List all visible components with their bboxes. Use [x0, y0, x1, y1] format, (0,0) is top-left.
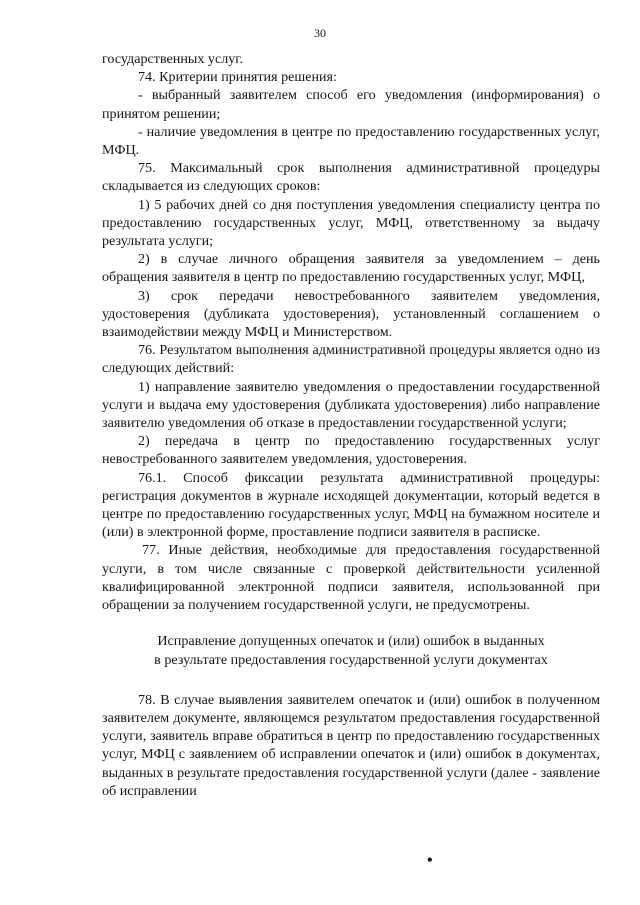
- paragraph-78: 78. В случае выявления заявителем опечаток и (или) ошибок в полученном заявителем документе, являющемся результатом предоставления государственной услуги, заявитель вправе обратиться в центр по предоставлению государственных услуг, МФЦ с заявлением об исправлении опечаток и (или) ошибок в документах, выданных в результате предоставления государственной услуги (далее - заявление об исправлении: [102, 691, 600, 799]
- section-heading-line-2: в результате предоставления государственной услуги документах: [154, 651, 548, 668]
- paragraph-continuation: государственных услуг.: [102, 51, 243, 67]
- footer-mark: •: [427, 852, 433, 869]
- paragraph-75-item-3: 3) срок передачи невостребованного заявителем уведомления, удостоверения (дубликата удостоверения), установленный соглашением о взаимодействии между МФЦ и Министерством.: [102, 287, 600, 341]
- page-number: 30: [314, 26, 326, 40]
- paragraph-74-item-2: - наличие уведомления в центре по предоставлению государственных услуг, МФЦ.: [102, 123, 600, 159]
- paragraph-77: 77. Иные действия, необходимые для предоставления государственной услуги, в том числе связанные с проверкой действительности усиленной квалифицированной электронной подписи заявителя, использованной при обращении за получением государственной услуги, не предусмотрены.: [102, 542, 600, 614]
- paragraph-75-item-1: 1) 5 рабочих дней со дня поступления уведомления специалисту центра по предоставлению государственных услуг, МФЦ, ответственному за выдачу результата услуги;: [102, 196, 600, 250]
- section-heading-line-1: Исправление допущенных опечаток и (или) ошибок в выданных: [157, 633, 545, 650]
- paragraph-75-item-2: 2) в случае личного обращения заявителя за уведомлением – день обращения заявителя в центр по предоставлению государственных услуг, МФЦ,: [102, 251, 600, 286]
- paragraph-76-item-2: 2) передача в центр по предоставлению государственных услуг невостребованного заявителем уведомления, удостоверения.: [102, 433, 600, 468]
- paragraph-75: 75. Максимальный срок выполнения административной процедуры складывается из следующих сроков:: [102, 160, 600, 195]
- paragraph-74-item-1: - выбранный заявителем способ его уведомления (информирования) о принятом решении;: [102, 87, 600, 122]
- paragraph-76-item-1: 1) направление заявителю уведомления о предоставлении государственной услуги и выдача ему удостоверения (дубликата удостоверения) либо направление заявителю уведомления об отказе в предоставлении государственной услуги;: [102, 378, 600, 432]
- paragraph-74: 74. Критерии принятия решения:: [138, 69, 337, 86]
- paragraph-76: 76. Результатом выполнения административной процедуры является одно из следующих действий:: [102, 342, 600, 377]
- document-body: [102, 50, 600, 800]
- paragraph-76-1: 76.1. Способ фиксации результата административной процедуры: регистрация документов в журнале исходящей документации, который ведется в центре по предоставлению государственных услуг, МФЦ на бумажном носителе и (или) в электронной форме, проставление подписи заявителя в расписке.: [102, 469, 600, 541]
- section-heading: [102, 632, 600, 668]
